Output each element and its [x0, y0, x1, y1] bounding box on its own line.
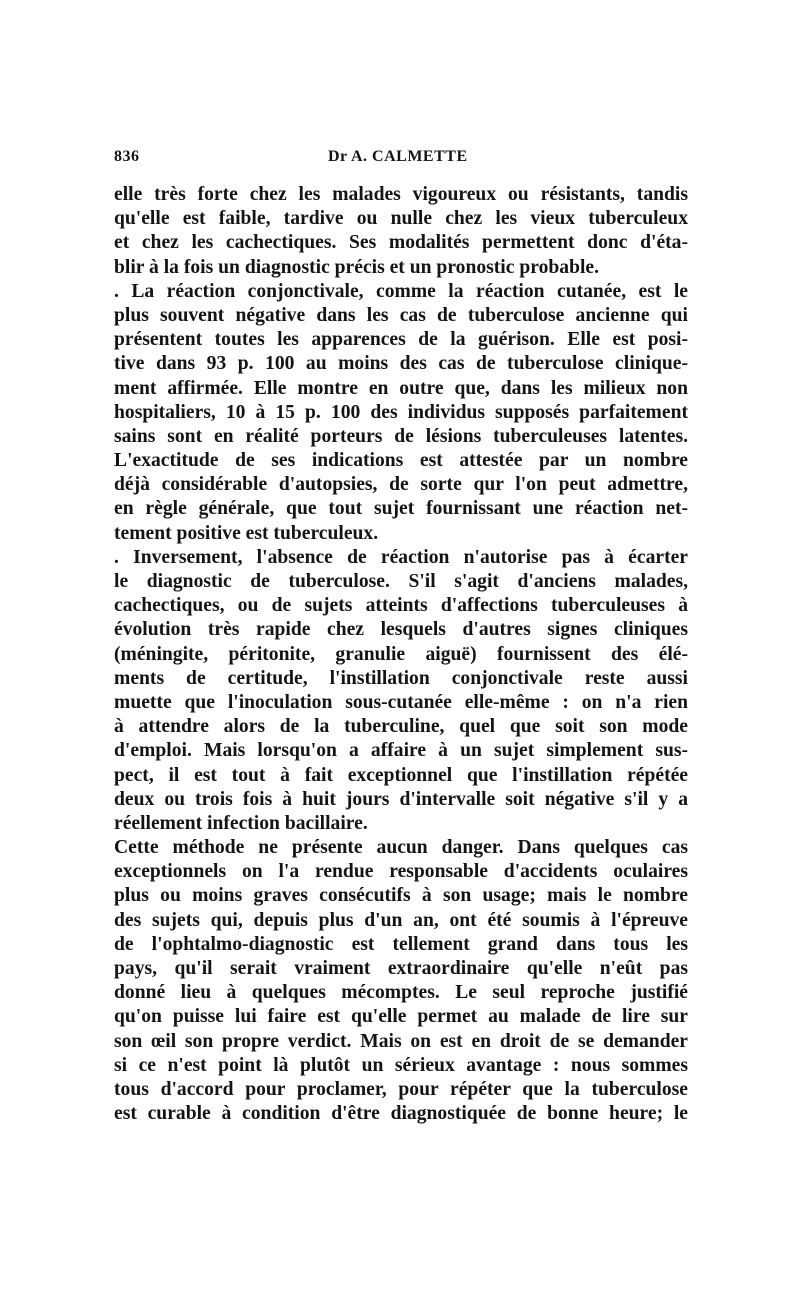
text-line: présentent toutes les apparences de la guérison. Elle est posi-	[114, 329, 688, 351]
text-line: pays, qu'il serait vraiment extraordinaire qu'elle n'eût pas	[114, 958, 688, 979]
body-text	[114, 183, 688, 1126]
text-line: Cette méthode ne présente aucun danger. Dans quelques cas	[114, 837, 688, 859]
text-line: tous d'accord pour proclamer, pour répéter que la tuberculose	[114, 1078, 688, 1100]
text-line: deux ou trois fois à huit jours d'intervalle soit négative s'il y a	[114, 788, 688, 810]
text-line: . Inversement, l'absence de réaction n'autorise pas à écarter	[114, 546, 688, 568]
text-line: . La réaction conjonctivale, comme la réaction cutanée, est le	[114, 280, 688, 302]
text-line: plus souvent négative dans les cas de tuberculose ancienne qui	[114, 304, 688, 326]
running-head	[114, 148, 688, 170]
text-line: des sujets qui, depuis plus d'un an, ont été soumis à l'épreuve	[114, 909, 688, 931]
text-line: et chez les cachectiques. Ses modalités permettent donc d'éta-	[114, 232, 688, 254]
text-line: déjà considérable d'autopsies, de sorte qur l'on peut admettre,	[114, 474, 688, 496]
text-line: donné lieu à quelques mécomptes. Le seul reproche justifié	[114, 982, 688, 1004]
text-line: muette que l'inoculation sous-cutanée elle-même : on n'a rien	[114, 691, 688, 713]
text-line: elle très forte chez les malades vigoureux ou résistants, tandis	[114, 184, 688, 205]
text-line: si ce n'est point là plutôt un sérieux avantage : nous sommes	[114, 1054, 688, 1076]
text-line: qu'on puisse lui faire est qu'elle permet au malade de lire sur	[114, 1006, 688, 1028]
text-line: hospitaliers, 10 à 15 p. 100 des individus supposés parfaitement	[114, 401, 688, 423]
text-line: plus ou moins graves consécutifs à son usage; mais le nombre	[114, 885, 688, 907]
text-line: réellement infection bacillaire.	[114, 812, 368, 834]
text-line: ment affirmée. Elle montre en outre que, dans les milieux non	[114, 377, 688, 399]
text-line: sains sont en réalité porteurs de lésions tuberculeuses latentes.	[114, 425, 688, 447]
text-line: le diagnostic de tuberculose. S'il s'agit d'anciens malades,	[114, 571, 688, 592]
text-line: cachectiques, ou de sujets atteints d'affections tuberculeuses à	[114, 595, 688, 617]
text-line: évolution très rapide chez lesquels d'autres signes cliniques	[114, 619, 688, 641]
text-line: à attendre alors de la tuberculine, quel que soit son mode	[114, 716, 688, 738]
text-line: pect, il est tout à fait exceptionnel que l'instillation répétée	[114, 764, 688, 786]
text-line: ments de certitude, l'instillation conjonctivale reste aussi	[114, 667, 688, 689]
text-line: est curable à condition d'être diagnostiquée de bonne heure; le	[114, 1103, 688, 1125]
text-line: en règle générale, que tout sujet fournissant une réaction net-	[114, 498, 688, 520]
text-line: tive dans 93 p. 100 au moins des cas de tuberculose clinique-	[114, 353, 688, 375]
text-line: de l'ophtalmo-diagnostic est tellement grand dans tous les	[114, 933, 688, 955]
header-author: Dr A. CALMETTE	[328, 148, 468, 165]
text-line: tement positive est tuberculeux.	[114, 522, 379, 544]
text-line: d'emploi. Mais lorsqu'on a affaire à un sujet simplement sus-	[114, 740, 688, 762]
text-line: qu'elle est faible, tardive ou nulle chez les vieux tuberculeux	[114, 208, 688, 230]
text-line: exceptionnels on l'a rendue responsable d'accidents oculaires	[114, 861, 688, 883]
text-line: (méningite, péritonite, granulie aiguë) fournissent des élé-	[114, 643, 688, 665]
text-line: son œil son propre verdict. Mais on est en droit de se demander	[114, 1030, 688, 1052]
page-number: 836	[114, 148, 140, 165]
text-line: blir à la fois un diagnostic précis et un pronostic probable.	[114, 256, 600, 278]
text-line: L'exactitude de ses indications est attestée par un nombre	[114, 450, 688, 472]
